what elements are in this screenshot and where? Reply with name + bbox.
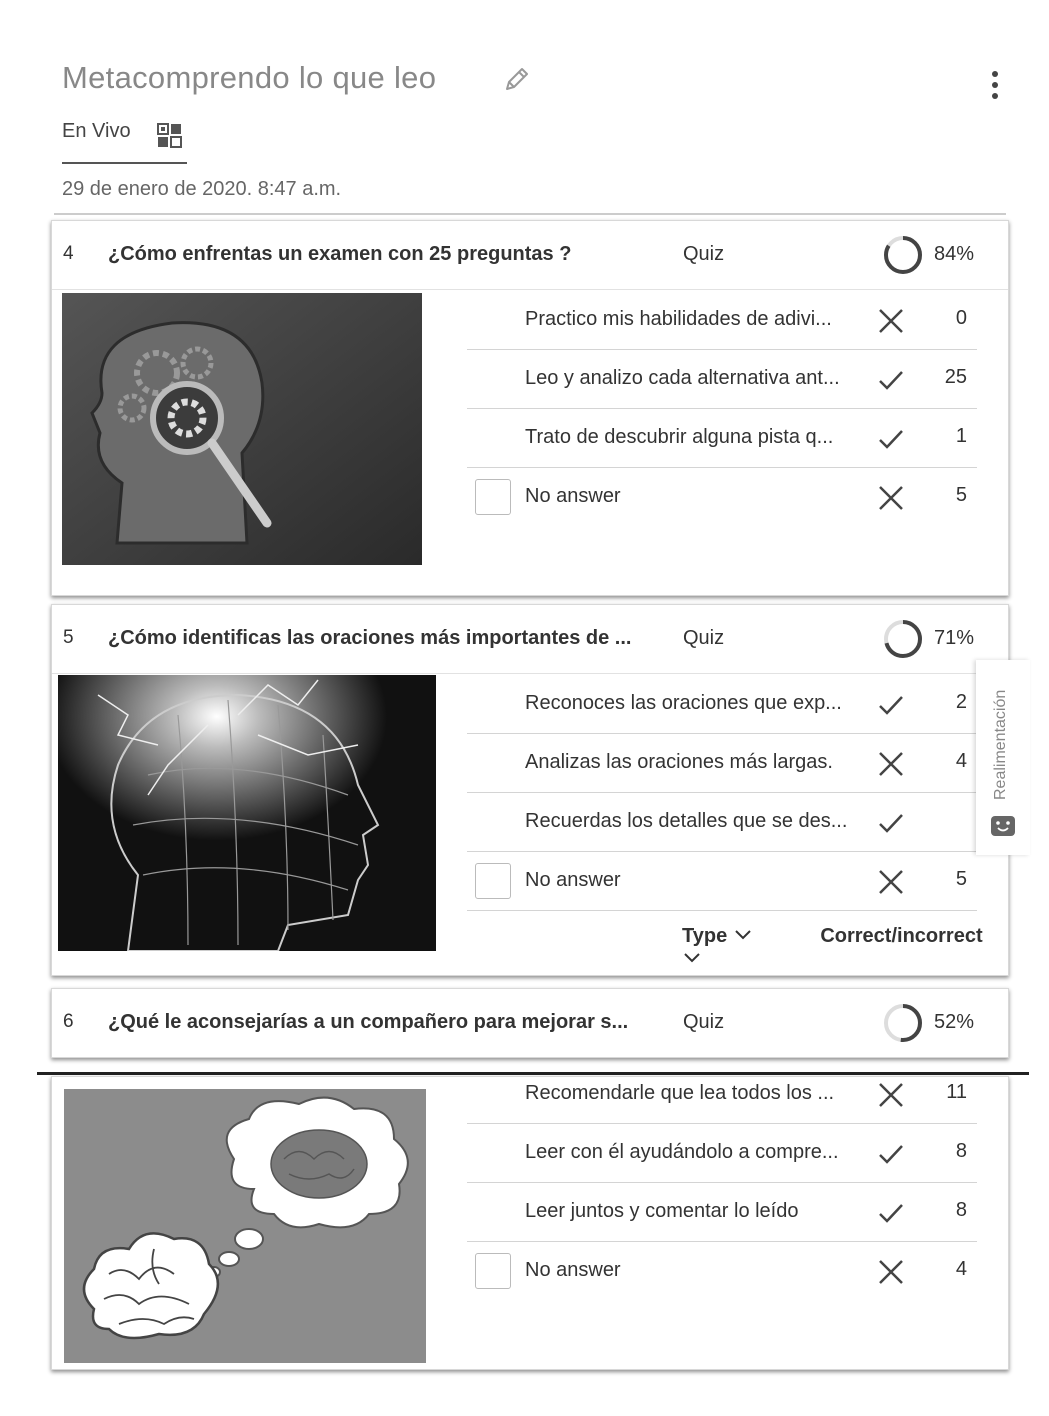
question-header[interactable] <box>52 989 1008 1057</box>
session-date: 29 de enero de 2020. 8:47 a.m. <box>62 178 342 200</box>
feedback-tab[interactable] <box>976 660 1030 855</box>
question-card-body <box>51 1076 1009 1370</box>
progress-ring <box>883 1003 923 1043</box>
feedback-label: Realimentación <box>992 689 1009 800</box>
answer-count: 1 <box>955 425 967 447</box>
check-icon <box>877 1199 905 1227</box>
page-title: Metacomprendo lo que leo <box>62 60 437 95</box>
question-number: 4 <box>63 243 74 264</box>
answer-row <box>467 1065 977 1124</box>
cross-icon <box>877 750 905 778</box>
question-type: Quiz <box>683 627 725 649</box>
check-icon <box>877 425 905 453</box>
answer-row <box>467 852 977 911</box>
answer-count: 25 <box>944 366 967 388</box>
answer-row <box>467 793 977 852</box>
question-header[interactable] <box>52 221 1008 290</box>
no-answer-checkbox[interactable] <box>475 1253 511 1289</box>
answer-text: No answer <box>525 485 621 507</box>
score-percent: 71% <box>934 627 975 649</box>
divider <box>54 213 1006 215</box>
no-answer-checkbox[interactable] <box>475 479 511 515</box>
answer-row <box>467 1183 977 1242</box>
answer-count: 5 <box>955 868 967 890</box>
answer-text: Leer juntos y comentar lo leído <box>525 1200 799 1222</box>
progress-ring <box>883 619 923 659</box>
question-image <box>64 1089 426 1363</box>
answer-text: Analizas las oraciones más largas. <box>525 751 833 773</box>
no-answer-checkbox[interactable] <box>475 863 511 899</box>
cross-icon <box>877 484 905 512</box>
question-header[interactable] <box>52 605 1008 674</box>
qr-code-icon[interactable] <box>157 123 182 148</box>
more-options-icon[interactable] <box>980 66 1010 106</box>
answer-text: Recuerdas los detalles que se des... <box>525 810 848 832</box>
answer-row <box>467 734 977 793</box>
cross-icon <box>877 868 905 896</box>
feedback-face-icon <box>990 815 1016 837</box>
tab-live[interactable]: En Vivo <box>62 120 131 142</box>
score-percent: 84% <box>934 243 975 265</box>
question-text: ¿Qué le aconsejarías a un compañero para mejorar s... <box>108 1011 629 1033</box>
cross-icon <box>877 1081 905 1109</box>
answer-text: No answer <box>525 1259 621 1281</box>
answer-count: 4 <box>955 750 967 772</box>
question-card <box>51 988 1009 1058</box>
filter-bar <box>682 925 1008 971</box>
answer-count: 5 <box>955 484 967 506</box>
answer-row <box>467 291 977 350</box>
type-filter[interactable] <box>682 925 758 947</box>
answer-text: Leer con él ayudándolo a compre... <box>525 1141 839 1163</box>
answer-count: 11 <box>946 1081 967 1103</box>
question-card <box>51 604 1009 976</box>
question-text: ¿Cómo enfrentas un examen con 25 preguntas ? <box>108 243 572 265</box>
answer-row <box>467 409 977 468</box>
answer-count: 2 <box>955 691 967 713</box>
check-icon <box>877 691 905 719</box>
answer-text: Recomendarle que lea todos los ... <box>525 1082 835 1104</box>
answer-row <box>467 675 977 734</box>
answer-row <box>467 350 977 409</box>
correct-filter-label: Correct/incorrect <box>820 925 983 947</box>
type-filter-label: Type <box>682 925 728 947</box>
answer-row <box>467 468 977 526</box>
score-percent: 52% <box>934 1011 975 1033</box>
question-number: 5 <box>63 627 74 648</box>
answer-text: Trato de descubrir alguna pista q... <box>525 426 834 448</box>
progress-ring <box>883 235 923 275</box>
question-type: Quiz <box>683 1011 725 1033</box>
check-icon <box>877 809 905 837</box>
answer-count: 4 <box>955 1258 967 1280</box>
answer-row <box>467 1242 977 1300</box>
tab-underline <box>62 162 187 164</box>
answer-text: Reconoces las oraciones que exp... <box>525 692 842 714</box>
answer-count: 8 <box>955 1199 967 1221</box>
check-icon <box>877 366 905 394</box>
answer-count: 0 <box>955 307 967 329</box>
pencil-icon[interactable] <box>502 64 532 94</box>
question-card <box>51 220 1009 596</box>
answer-row <box>467 1124 977 1183</box>
answer-text: No answer <box>525 869 621 891</box>
question-image <box>62 293 422 565</box>
question-type: Quiz <box>683 243 725 265</box>
question-text: ¿Cómo identificas las oraciones más importantes de ... <box>108 627 632 649</box>
cross-icon <box>877 1258 905 1286</box>
chevron-down-icon <box>733 928 753 942</box>
cross-icon <box>877 307 905 335</box>
chevron-down-icon <box>682 951 702 965</box>
question-image <box>58 675 436 951</box>
question-number: 6 <box>63 1011 74 1032</box>
answer-count: 8 <box>955 1140 967 1162</box>
check-icon <box>877 1140 905 1168</box>
answer-text: Leo y analizo cada alternativa ant... <box>525 367 840 389</box>
answer-text: Practico mis habilidades de adivi... <box>525 308 832 330</box>
